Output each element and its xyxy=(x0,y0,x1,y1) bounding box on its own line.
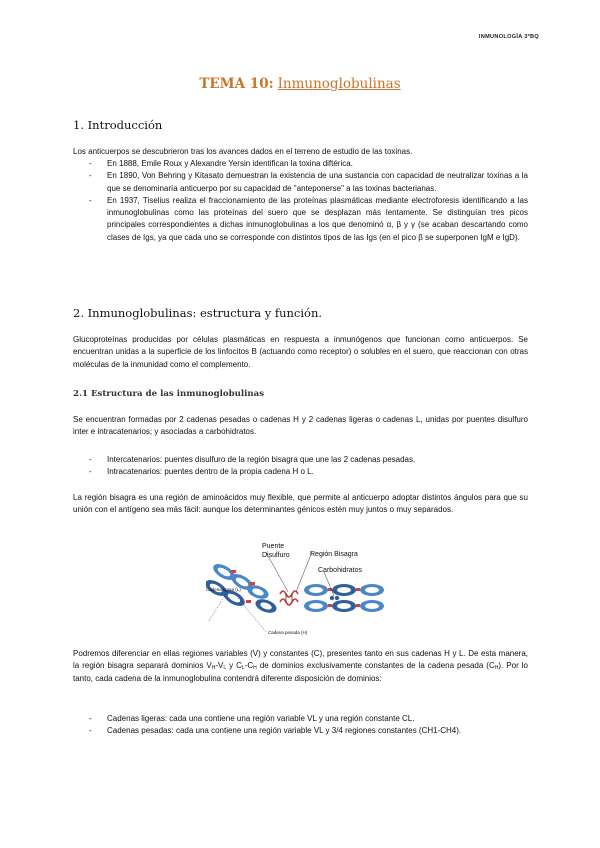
label-ligera: Cadena ligera (L) xyxy=(206,587,241,592)
page-title xyxy=(0,76,600,92)
section21-p1: Se encuentran formadas por 2 cadenas pesadas o cadenas H y 2 cadenas ligeras o cadenas L, unidas por puentes disulfuro inter e intracatenarios; y asociadas a carbohidratos. xyxy=(73,415,528,437)
hinge-region xyxy=(280,591,298,605)
sub-l: L xyxy=(241,665,245,672)
section21-p2: La región bisagra es una región de aminoácidos muy flexible, que permite al anticuerpo adoptar distintos ángulos para que su unión con el antígeno sea más fácil: aunque los determinantes génicos estén muy juntos o muy separados. xyxy=(73,493,528,515)
header-tag: INMUNOLOGÍA 3ºBQ xyxy=(478,34,539,40)
label-puente: Puente xyxy=(262,543,285,550)
label-disulfuro: Disulfuro xyxy=(262,552,290,559)
leader-line xyxy=(208,594,226,622)
p3-text: Podremos diferenciar en ellas regiones variables (V) y constantes (C), presentes tanto en sus cadenas H y L. De esta manera, la región bisagra separará dominios V xyxy=(73,649,528,671)
list-item: - Cadenas pesadas: cada una contiene una región variable VL y 3/4 regiones constantes (CH1-CH4). xyxy=(73,725,528,737)
section1-intro: Los anticuerpos se descubrieron tras los avances dados en el terreno de estudio de las toxinas. xyxy=(73,147,413,156)
sub-l: L xyxy=(223,665,227,672)
section21-list xyxy=(73,454,528,479)
section21-chain-list xyxy=(73,713,528,738)
list-item: - En 1888, Emile Roux y Alexandre Yersin identifican la toxina diftérica. xyxy=(73,158,528,170)
p3-text: de dominios exclusivamente constantes de la cadena pesada (C xyxy=(256,661,495,671)
section1-heading: 1. Introducción xyxy=(73,118,163,132)
label-pesada: Cadena pesada (H) xyxy=(268,630,308,635)
list-item: - Cadenas ligeras: cada una contiene una región variable VL y una región constante CL. xyxy=(73,713,528,725)
p3-text: ). Por lo tanto, cada cadena de la inmunoglobulina contendrá diferente disposición de dominios: xyxy=(73,661,528,683)
sub-h: H xyxy=(211,665,216,672)
antibody-diagram xyxy=(206,540,418,640)
section21-heading: 2.1 Estructura de las inmunoglobulinas xyxy=(73,389,265,399)
sub-h: H xyxy=(494,665,499,672)
list-item: - Intracatenarios: puentes dentro de la propia cadena H o L. xyxy=(73,466,528,478)
label-bisagra: Región Bisagra xyxy=(310,551,358,558)
list-item: - Intercatenarios: puentes disulfuro de la región bisagra que une las 2 cadenas pesadas. xyxy=(73,454,528,466)
list-item: - En 1937, Tiselius realiza el fraccionamiento de las proteínas plasmáticas mediante electroforesis identificando a las inmunoglobulinas como las proteínas del suero que se desplazan más lentamente. Se distinguían tres picos principales correspondientes a dichas inmunoglobulinas a los que denominó α, β y γ (se acaban descartando como clases de Igs, ya que cada uno se corresponde con distintos tipos de las Igs (en el pico β se superponen IgM e IgD). xyxy=(73,195,528,244)
sub-h: H xyxy=(253,665,257,672)
fc-stem xyxy=(304,584,384,612)
p3-text: -C xyxy=(244,661,254,671)
title-topic: Inmunoglobulinas xyxy=(277,76,401,92)
label-carbohidratos: Carbohidratos xyxy=(318,567,362,574)
section2-heading: 2. Inmunoglobulinas: estructura y función. xyxy=(73,306,323,320)
p3-text: -V xyxy=(215,661,224,671)
section1-list xyxy=(73,158,528,244)
list-item: - En 1890, Von Behring y Kitasato demuestran la existencia de una sustancia con capacidad de neutralizar toxinas a la que se denominaría anticuerpo por su capacidad de "anteponerse" a las toxinas bacterianas. xyxy=(73,170,528,195)
section2-intro: Glucoproteínas producidas por células plasmáticas en respuesta a inmunógenos que funcionan como anticuerpos. Se encuentran unidas a la superficie de los linfocitos B (actuando como receptor) o solubles en el suero, que reaccionan con otras moléculas de la inmunidad como el complemento. xyxy=(73,335,528,369)
section21-p3 xyxy=(73,648,528,685)
title-prefix: TEMA 10: xyxy=(199,76,274,92)
p3-text: y C xyxy=(226,661,242,671)
